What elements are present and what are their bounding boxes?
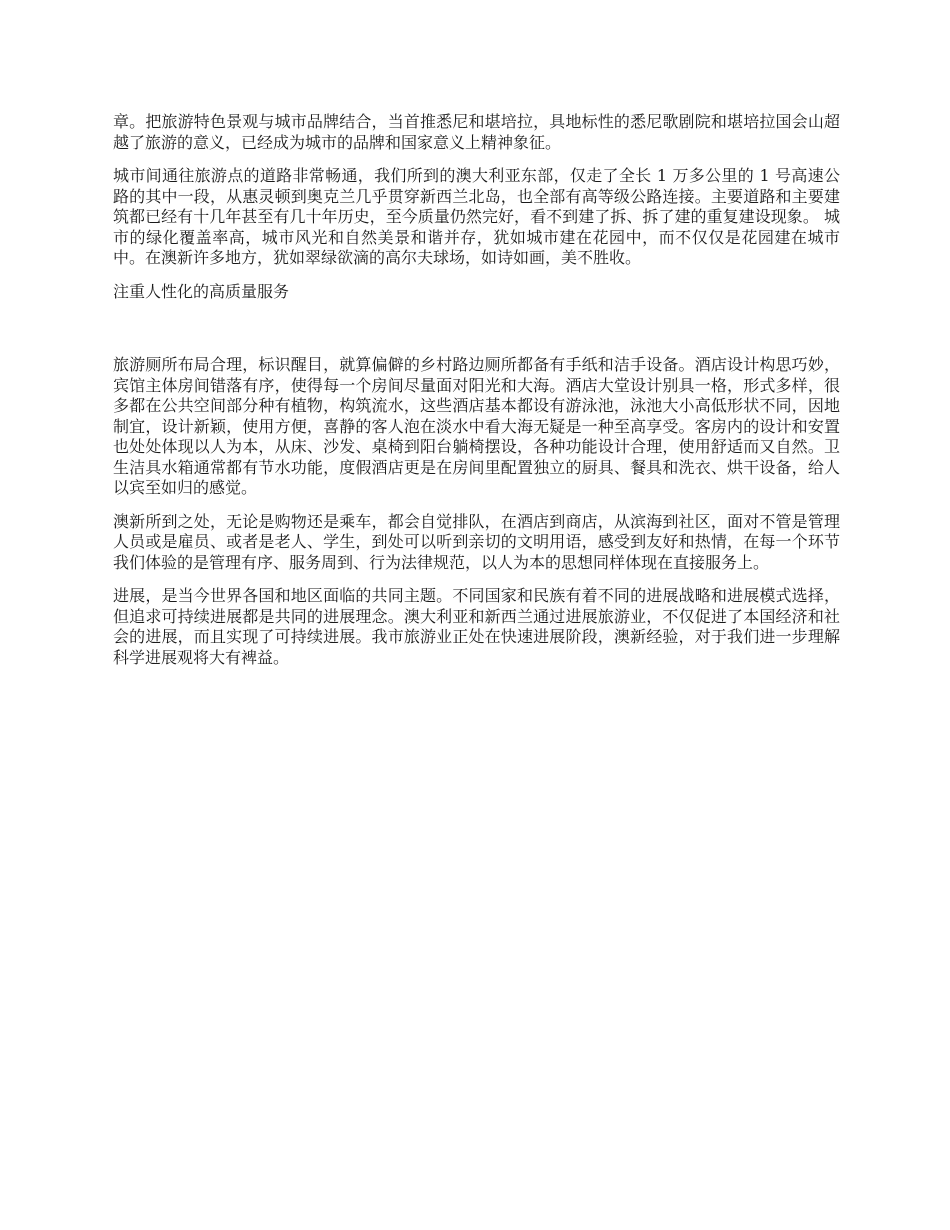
section-heading-service: 注重人性化的高质量服务	[113, 281, 290, 301]
paragraph-hotels: 旅游厕所布局合理，标识醒目，就算偏僻的乡村路边厕所都备有手纸和洁手设备。酒店设计构思巧妙，宾馆主体房间错落有序，使得每一个房间尽量面对阳光和大海。酒店大堂设计别具一格，形式多样，很多都在公共空间部分种有植物，构筑流水，这些酒店基本都设有游泳池，泳池大小高低形状不同，因地制宜，设计新颖，使用方便，喜静的客人泡在淡水中看大海无疑是一种至高享受。客房内的设计和安置也处处体现以人为本，从床、沙发、桌椅到阳台躺椅摆设，各种功能设计合理，使用舒适而又自然。卫生洁具水箱通常都有节水功能，度假酒店更是在房间里配置独立的厨具、餐具和洗衣、烘干设备，给人以宾至如归的感觉。	[113, 355, 840, 497]
paragraph-conclusion: 进展，是当今世界各国和地区面临的共同主题。不同国家和民族有着不同的进展战略和进展模式选择，但追求可持续进展都是共同的进展理念。澳大利亚和新西兰通过进展旅游业，不仅促进了本国经济和社会的进展，而且实现了可持续进展。我市旅游业正处在快速进展阶段，澳新经验，对于我们进一步理解科学进展观将大有裨益。	[113, 586, 840, 667]
paragraph-roads-greening: 城市间通往旅游点的道路非常畅通，我们所到的澳大利亚东部，仅走了全长 1 万多公里的 1 号高速公路的其中一段，从惠灵顿到奥克兰几乎贯穿新西兰北岛，也全部有高等级公路连接。主要道路和主要建筑都已经有十几年甚至有几十年历史，至今质量仍然完好，看不到建了拆、拆了建的重复建设现象。 城市的绿化覆盖率高，城市风光和自然美景和谐并存，犹如城市建在花园中，而不仅仅是花园建在城市中。在澳新许多地方，犹如翠绿欲滴的高尔夫球场，如诗如画，美不胜收。	[113, 166, 840, 267]
document-page	[113, 112, 840, 681]
paragraph-courtesy: 澳新所到之处，无论是购物还是乘车，都会自觉排队，在酒店到商店，从滨海到社区，面对不管是管理人员或是雇员、或者是老人、学生，到处可以听到亲切的文明用语，感受到友好和热情，在每一个环节我们体验的是管理有序、服务周到、行为法律规范，以人为本的思想同样体现在直接服务上。	[113, 511, 840, 572]
paragraph-landmarks: 章。把旅游特色景观与城市品牌结合，当首推悉尼和堪培拉，具地标性的悉尼歌剧院和堪培拉国会山超越了旅游的意义，已经成为城市的品牌和国家意义上精神象征。	[113, 112, 840, 152]
